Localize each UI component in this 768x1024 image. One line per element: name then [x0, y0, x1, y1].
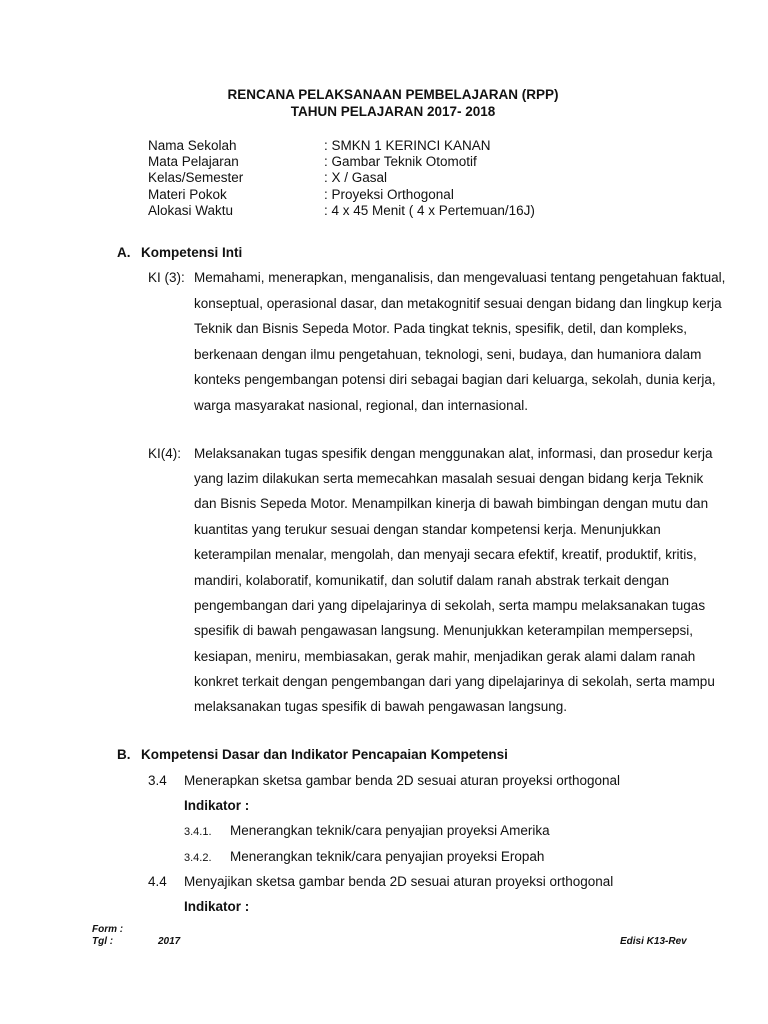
section-letter: A.: [117, 245, 131, 260]
identity-value: : SMKN 1 KERINCI KANAN: [324, 138, 491, 153]
identity-value: : X / Gasal: [324, 170, 388, 185]
identity-row-class: [148, 169, 387, 186]
ki3-line: Memahami, menerapkan, menganalisis, dan mengevaluasi tentang pengetahuan faktual,: [194, 270, 726, 285]
identity-row-topic: [148, 186, 454, 203]
identity-label: Kelas/Semester: [148, 170, 244, 185]
ki3-line: berkenaan dengan ilmu pengetahuan, teknologi, seni, budaya, dan humaniora dalam: [194, 347, 702, 362]
indikator-label: Indikator :: [184, 798, 250, 813]
ki4-line: pengembangan dari yang dipelajarinya di sekolah, serta mampu melaksanakan tugas: [194, 598, 706, 613]
section-a-heading: [117, 244, 242, 262]
ki4-line: keterampilan menalar, mengolah, dan menyaji secara efektif, kreatif, produktif, kritis,: [194, 547, 697, 562]
identity-label: Materi Pokok: [148, 187, 227, 202]
section-letter: B.: [117, 747, 131, 762]
indikator-label: Indikator :: [184, 899, 250, 914]
kd-number: 3.4: [148, 773, 167, 788]
identity-row-school: [148, 137, 491, 154]
identity-value: : Proyeksi Orthogonal: [324, 187, 454, 202]
indikator-text: Menerangkan teknik/cara penyajian proyeksi Amerika: [230, 823, 550, 838]
identity-label: Nama Sekolah: [148, 138, 237, 153]
identity-row-time: [148, 202, 535, 219]
ki4-line: mandiri, kolaboratif, komunikatif, dan solutif dalam ranah abstrak terkait dengan: [194, 573, 670, 588]
indikator-number: 3.4.2.: [184, 852, 212, 864]
ki4-line: melaksanakan tugas spesifik di bawah pengawasan langsung.: [194, 699, 567, 714]
footer-tgl-label: Tgl :: [92, 936, 114, 947]
ki4-line: spesifik di bawah pengawasan langsung. Menunjukkan keterampilan mempersepsi,: [194, 623, 694, 638]
indikator-text: Menerangkan teknik/cara penyajian proyeksi Eropah: [230, 849, 545, 864]
kd-text: Menerapkan sketsa gambar benda 2D sesuai aturan proyeksi orthogonal: [184, 773, 621, 788]
identity-row-subject: [148, 153, 477, 170]
ki4-line: kesiapan, meniru, membiasakan, gerak mahir, menjadikan gerak alami dalam ranah: [194, 649, 696, 664]
ki3-line: Teknik dan Bisnis Sepeda Motor. Pada tingkat teknis, spesifik, detil, dan kompleks,: [194, 321, 688, 336]
ki3-line: warga masyarakat nasional, regional, dan internasional.: [194, 398, 528, 413]
indikator-number: 3.4.1.: [184, 826, 212, 838]
kd-text: Menyajikan sketsa gambar benda 2D sesuai aturan proyeksi orthogonal: [184, 874, 614, 889]
kd-number: 4.4: [148, 874, 167, 889]
ki4-line: yang lazim dilakukan serta memecahkan masalah sesuai dengan bidang kerja Teknik: [194, 471, 704, 486]
ki3-label: KI (3):: [148, 270, 185, 285]
ki4-line: Melaksanakan tugas spesifik dengan menggunakan alat, informasi, dan prosedur kerja: [194, 446, 713, 461]
footer-edition: Edisi K13-Rev: [620, 936, 687, 947]
section-title: Kompetensi Dasar dan Indikator Pencapaian Kompetensi: [141, 747, 508, 762]
identity-value: : Gambar Teknik Otomotif: [324, 154, 477, 169]
ki4-line: dan Bisnis Sepeda Motor. Menampilkan kinerja di bawah bimbingan dengan mutu dan: [194, 496, 709, 511]
section-title: Kompetensi Inti: [141, 245, 243, 260]
section-b-heading: [117, 746, 508, 764]
ki4-line: kuantitas yang terukur sesuai dengan standar kompetensi kerja. Menunjukkan: [194, 522, 661, 537]
ki4-line: konkret terkait dengan pengembangan dari yang dipelajarinya di sekolah, serta mampu: [194, 674, 715, 689]
identity-value: : 4 x 45 Menit ( 4 x Pertemuan/16J): [324, 203, 535, 218]
identity-label: Alokasi Waktu: [148, 203, 234, 218]
ki3-line: konseptual, operasional dasar, dan metakognitif sesuai dengan bidang dan lingkup kerja: [194, 296, 722, 311]
footer-form-label: Form :: [92, 924, 124, 935]
ki3-line: konteks pengembangan potensi diri sebagai bagian dari keluarga, sekolah, dunia kerja,: [194, 372, 716, 387]
ki4-label: KI(4):: [148, 446, 182, 461]
document-title: RENCANA PELAKSANAAN PEMBELAJARAN (RPP): [227, 87, 559, 102]
footer-year: 2017: [158, 936, 181, 947]
document-subtitle: TAHUN PELAJARAN 2017- 2018: [290, 104, 496, 119]
identity-label: Mata Pelajaran: [148, 154, 239, 169]
